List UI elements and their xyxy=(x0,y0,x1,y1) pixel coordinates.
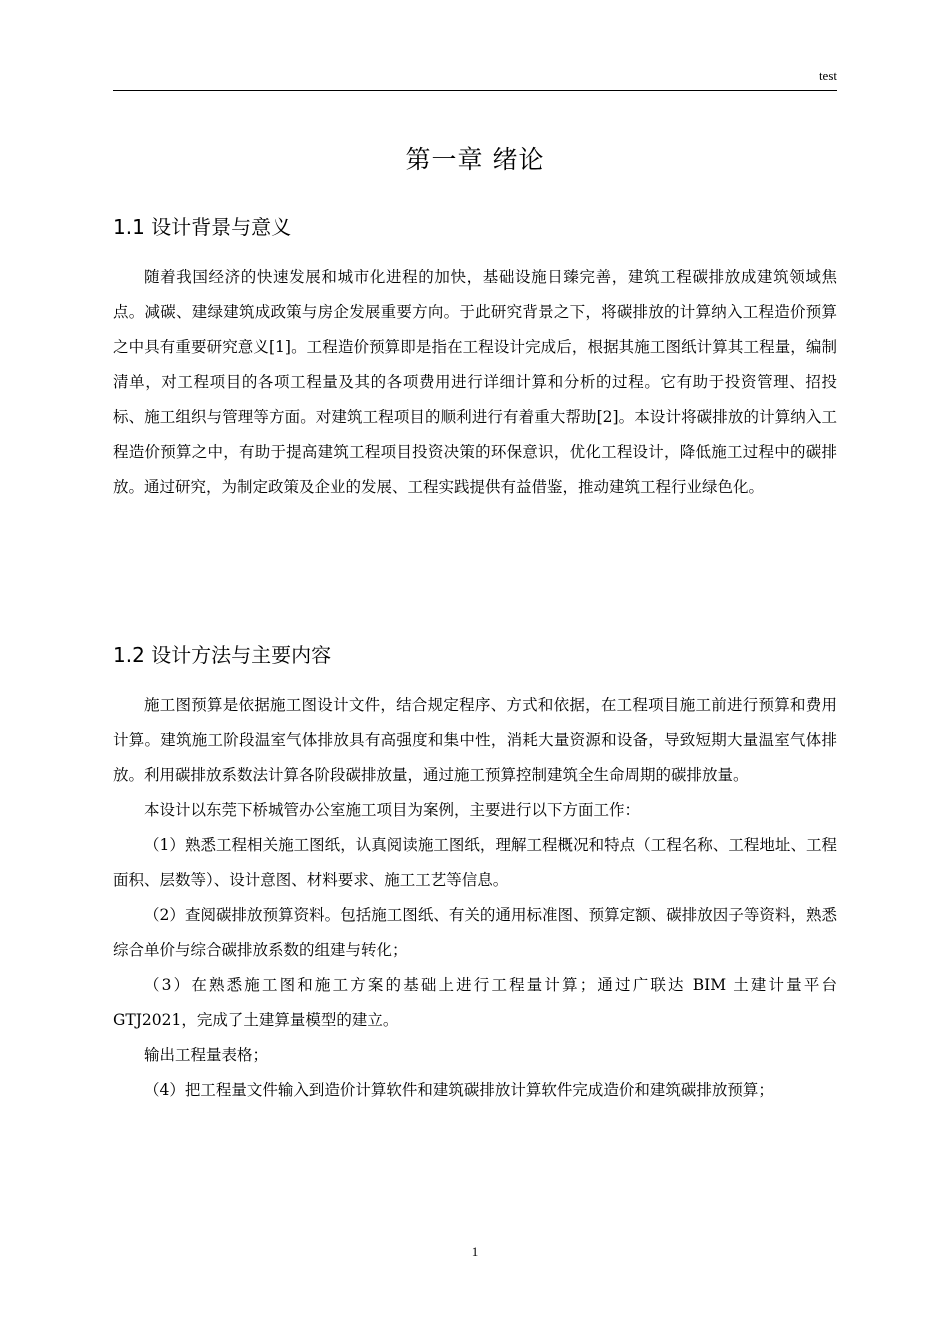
header-rule xyxy=(113,90,837,91)
paragraph: 输出工程量表格； xyxy=(144,1046,269,1064)
paragraph: 本设计以东莞下桥城管办公室施工项目为案例，主要进行以下方面工作： xyxy=(144,801,641,819)
section-1-1 xyxy=(113,212,837,505)
list-item: （3）在熟悉施工图和施工方案的基础上进行工程量计算；通过广联达 BIM 土建计量平台 GTJ2021，完成了土建算量模型的建立。 xyxy=(113,976,837,1029)
section-1-2 xyxy=(113,640,837,1108)
page-number: 1 xyxy=(471,1244,479,1259)
chapter-title: 第一章 绪论 xyxy=(405,145,545,174)
list-item: （2）查阅碳排放预算资料。包括施工图纸、有关的通用标准图、预算定额、碳排放因子等资料，熟悉综合单价与综合碳排放系数的组建与转化； xyxy=(113,906,837,959)
header-text: test xyxy=(818,68,837,83)
paragraph: 施工图预算是依据施工图设计文件，结合规定程序、方式和依据，在工程项目施工前进行预算和费用计算。建筑施工阶段温室气体排放具有高强度和集中性，消耗大量资源和设备，导致短期大量温室气体排放。利用碳排放系数法计算各阶段碳排放量，通过施工预算控制建筑全生命周期的碳排放量。 xyxy=(113,696,837,784)
list-item: （1）熟悉工程相关施工图纸，认真阅读施工图纸，理解工程概况和特点（工程名称、工程地址、工程面积、层数等）、设计意图、材料要求、施工工艺等信息。 xyxy=(113,836,837,889)
section-heading: 1.2 设计方法与主要内容 xyxy=(113,643,332,667)
section-heading: 1.1 设计背景与意义 xyxy=(113,215,292,239)
paragraph: 随着我国经济的快速发展和城市化进程的加快，基础设施日臻完善，建筑工程碳排放成建筑领域焦点。减碳、建绿建筑成政策与房企发展重要方向。于此研究背景之下，将碳排放的计算纳入工程造价预算之中具有重要研究意义[1]。工程造价预算即是指在工程设计完成后，根据其施工图纸计算其工程量，编制清单，对工程项目的各项工程量及其的各项费用进行详细计算和分析的过程。它有助于投资管理、招投标、施工组织与管理等方面。对建筑工程项目的顺利进行有着重大帮助[2]。本设计将碳排放的计算纳入工程造价预算之中，有助于提高建筑工程项目投资决策的环保意识，优化工程设计，降低施工过程中的碳排放。通过研究，为制定政策及企业的发展、工程实践提供有益借鉴，推动建筑工程行业绿色化。 xyxy=(113,268,837,496)
list-item: （4）把工程量文件输入到造价计算软件和建筑碳排放计算软件完成造价和建筑碳排放预算； xyxy=(144,1081,774,1099)
